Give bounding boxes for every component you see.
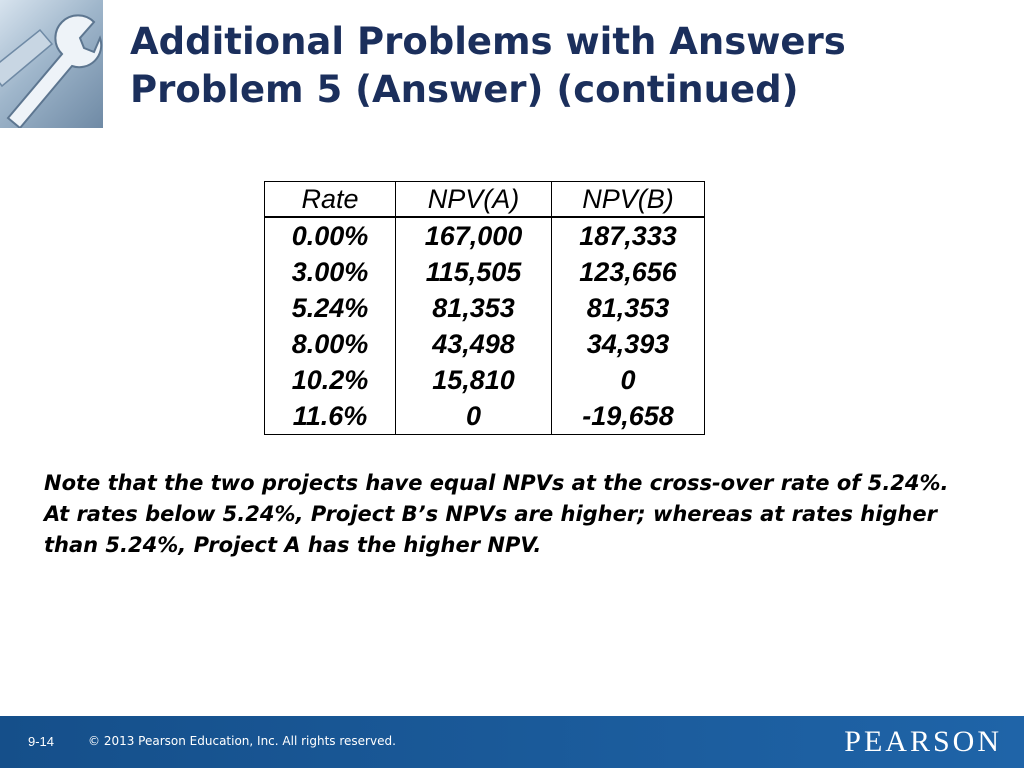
rate-cell: 3.00%	[265, 254, 396, 290]
npv-b-cell: 123,656	[579, 256, 677, 287]
footer-bar	[0, 716, 1024, 768]
table-row	[265, 254, 705, 290]
title-line-2: Problem 5 (Answer) (continued)	[130, 68, 799, 111]
npv-a-cell: 81,353	[396, 290, 552, 326]
table-row	[265, 326, 705, 362]
rate-cell: 5.24%	[265, 290, 396, 326]
header-rate: Rate	[265, 182, 396, 218]
table-header-row	[265, 182, 705, 218]
npv-a-cell: 167,000	[396, 217, 552, 254]
header-npv-a: NPV(A)	[396, 182, 552, 218]
table-row	[265, 217, 705, 254]
npv-a-cell: 43,498	[396, 326, 552, 362]
rate-cell: 10.2%	[265, 362, 396, 398]
slide-number: 9-14	[28, 734, 55, 749]
table-row	[265, 398, 705, 435]
slide-title	[130, 18, 846, 114]
npv-b-cell: 81,353	[586, 292, 670, 323]
rate-cell: 0.00%	[265, 217, 396, 254]
npv-b-cell: -19,658	[582, 400, 674, 431]
wrench-icon	[0, 0, 103, 128]
npv-table	[264, 181, 705, 435]
wrench-image	[0, 0, 103, 128]
header-npv-b: NPV(B)	[552, 182, 705, 218]
title-line-1: Additional Problems with Answers	[130, 20, 846, 63]
npv-b-cell: 187,333	[579, 220, 677, 251]
npv-b-cell: 0	[620, 364, 636, 395]
rate-cell: 11.6%	[265, 398, 396, 435]
note-paragraph: Note that the two projects have equal NPVs at the cross-over rate of 5.24%. At rates below 5.24%, Project B’s NPVs are higher; whereas at rates higher than 5.24%, Project A has the higher NPV.	[44, 471, 949, 557]
npv-b-cell: 34,393	[586, 328, 670, 359]
table-row	[265, 362, 705, 398]
npv-a-cell: 15,810	[396, 362, 552, 398]
npv-a-cell: 0	[396, 398, 552, 435]
rate-cell: 8.00%	[265, 326, 396, 362]
copyright-text: © 2013 Pearson Education, Inc. All rights reserved.	[88, 734, 396, 748]
pearson-logo: PEARSON	[844, 725, 1002, 758]
table-row	[265, 290, 705, 326]
npv-a-cell: 115,505	[396, 254, 552, 290]
